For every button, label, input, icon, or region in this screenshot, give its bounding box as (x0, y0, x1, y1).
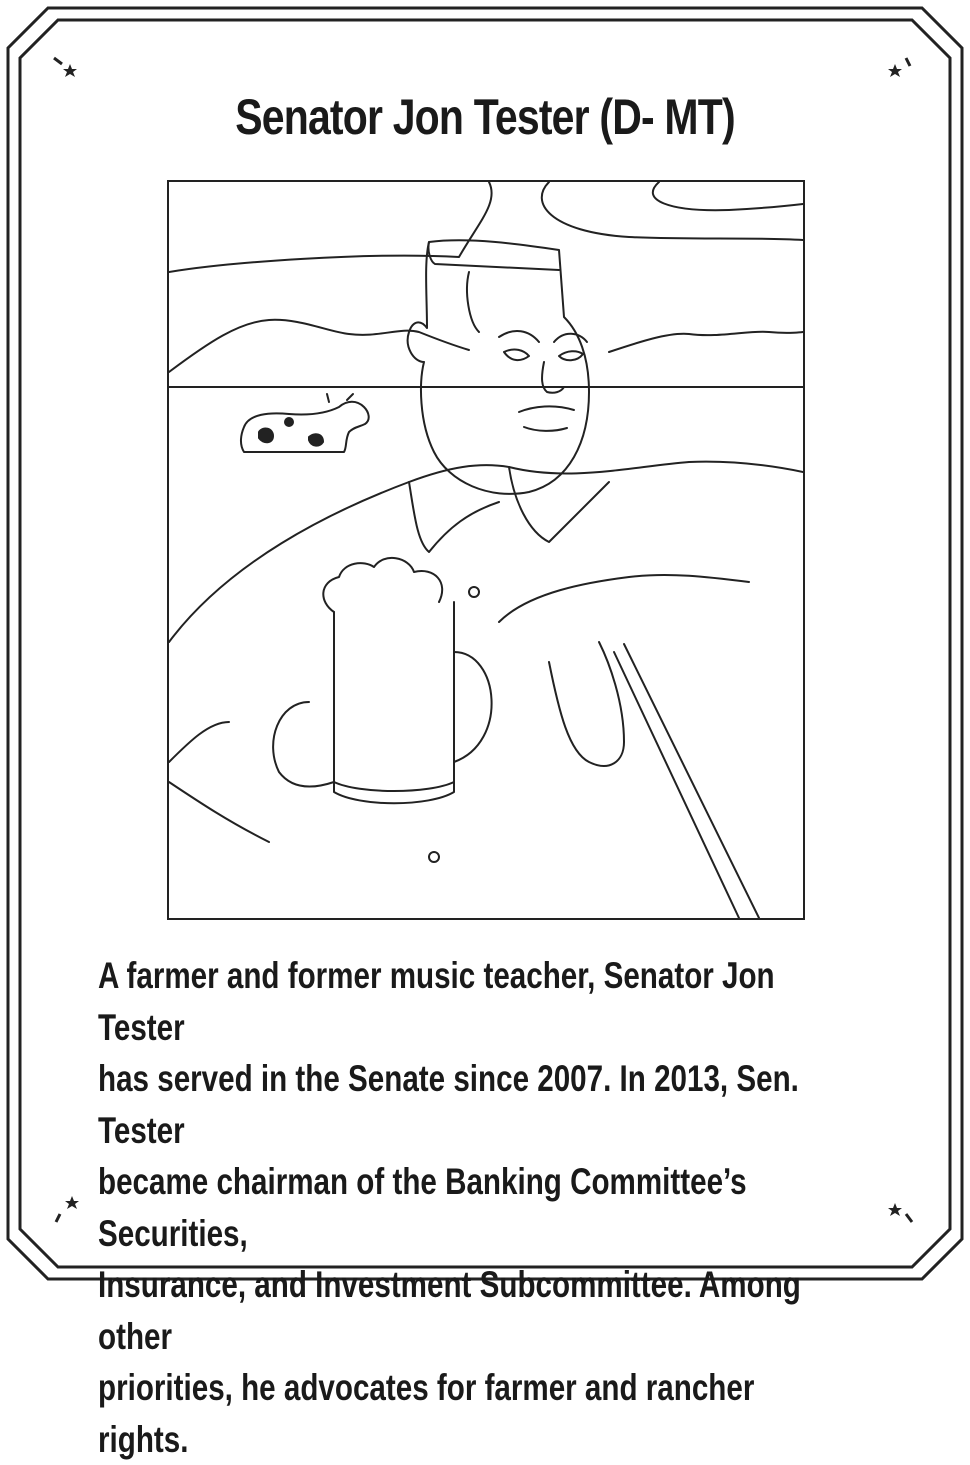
corner-star-top-left (54, 58, 77, 77)
corner-star-bottom-right (888, 1203, 912, 1222)
caption-text: A farmer and former music teacher, Senator Jon Tester has served in the Senate since 2007. In 2013, Sen. Tester became chairman of the Banking Committee’s Securities, Insurance, and Investment Subcommittee. Among other priorities, he advocates for farmer and rancher rights. (98, 955, 801, 1460)
corner-star-bottom-left (56, 1196, 79, 1222)
star-icon (65, 1196, 79, 1209)
portrait-illustration (167, 180, 805, 920)
star-icon (888, 64, 902, 77)
page-title: Senator Jon Tester (D- MT) (235, 89, 735, 145)
cloud-icon (169, 182, 492, 272)
corner-star-top-right (888, 58, 910, 77)
cloud-icon (542, 182, 803, 240)
star-icon (63, 64, 77, 77)
cow-icon (241, 394, 369, 452)
mug-icon (273, 558, 491, 803)
star-icon (888, 1203, 902, 1216)
